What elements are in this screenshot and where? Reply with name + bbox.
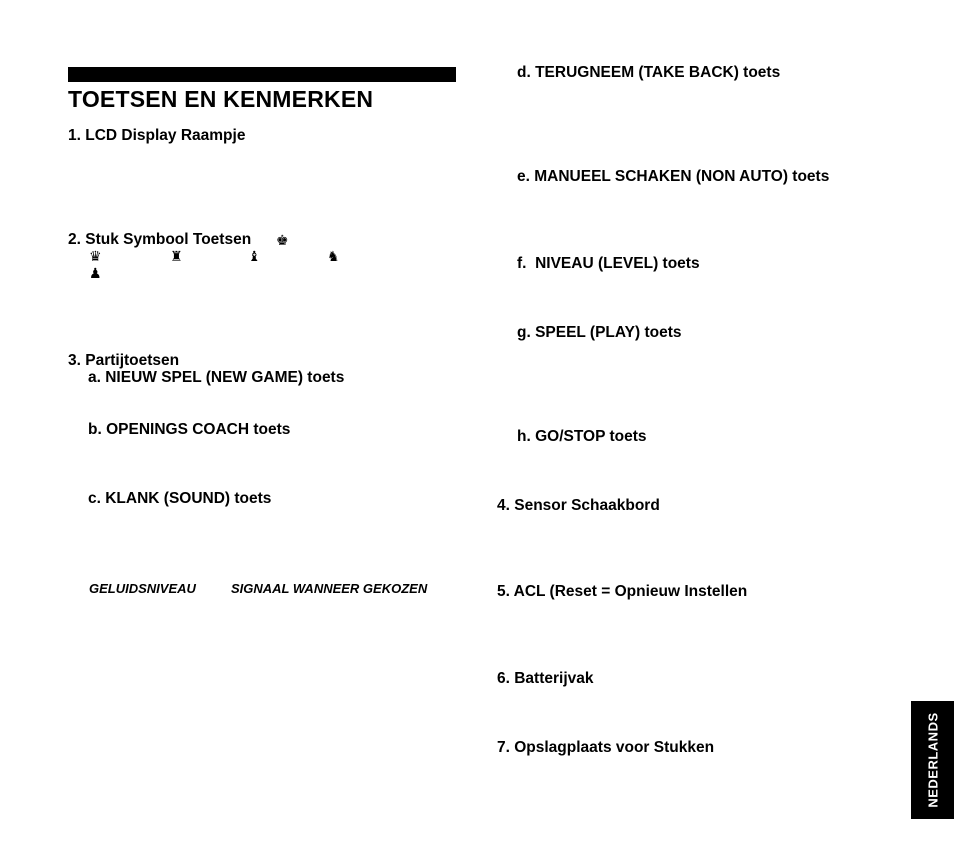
item-go-stop-key: h. GO/STOP toets — [517, 428, 647, 445]
section-battery-compartment: 6. Batterijvak — [497, 670, 594, 687]
king-icon: ♚ — [276, 232, 289, 248]
section-piece-symbol-keys: 2. Stuk Symbool Toetsen — [68, 231, 252, 248]
language-tab — [911, 701, 954, 819]
section-acl-reset: 5. ACL (Reset = Opnieuw Instellen — [497, 583, 748, 600]
section-lcd-display: 1. LCD Display Raampje — [68, 127, 246, 144]
item-level-key: f. NIVEAU (LEVEL) toets — [517, 255, 700, 272]
item-new-game-key: a. NIEUW SPEL (NEW GAME) toets — [88, 369, 345, 386]
section-piece-storage: 7. Opslagplaats voor Stukken — [497, 739, 715, 756]
label-signal-when-chosen: SIGNAAL WANNEER GEKOZEN — [231, 581, 428, 596]
section-game-keys: 3. Partijtoetsen — [68, 352, 180, 369]
label-sound-level: GELUIDSNIVEAU — [89, 581, 196, 596]
item-openings-coach-key: b. OPENINGS COACH toets — [88, 421, 291, 438]
item-sound-key: c. KLANK (SOUND) toets — [88, 490, 272, 507]
rook-icon: ♜ — [170, 248, 183, 264]
language-tab-label: NEDERLANDS — [925, 712, 940, 808]
page-title: TOETSEN EN KENMERKEN — [68, 86, 374, 112]
bishop-icon: ♝ — [248, 248, 261, 264]
item-take-back-key: d. TERUGNEEM (TAKE BACK) toets — [517, 64, 781, 81]
section-sensor-board: 4. Sensor Schaakbord — [497, 497, 660, 514]
pawn-icon: ♟ — [89, 265, 102, 281]
queen-icon: ♛ — [89, 248, 102, 264]
knight-icon: ♞ — [327, 248, 340, 264]
header-bar — [68, 67, 456, 82]
item-non-auto-key: e. MANUEEL SCHAKEN (NON AUTO) toets — [517, 168, 830, 185]
item-play-key: g. SPEEL (PLAY) toets — [517, 324, 682, 341]
